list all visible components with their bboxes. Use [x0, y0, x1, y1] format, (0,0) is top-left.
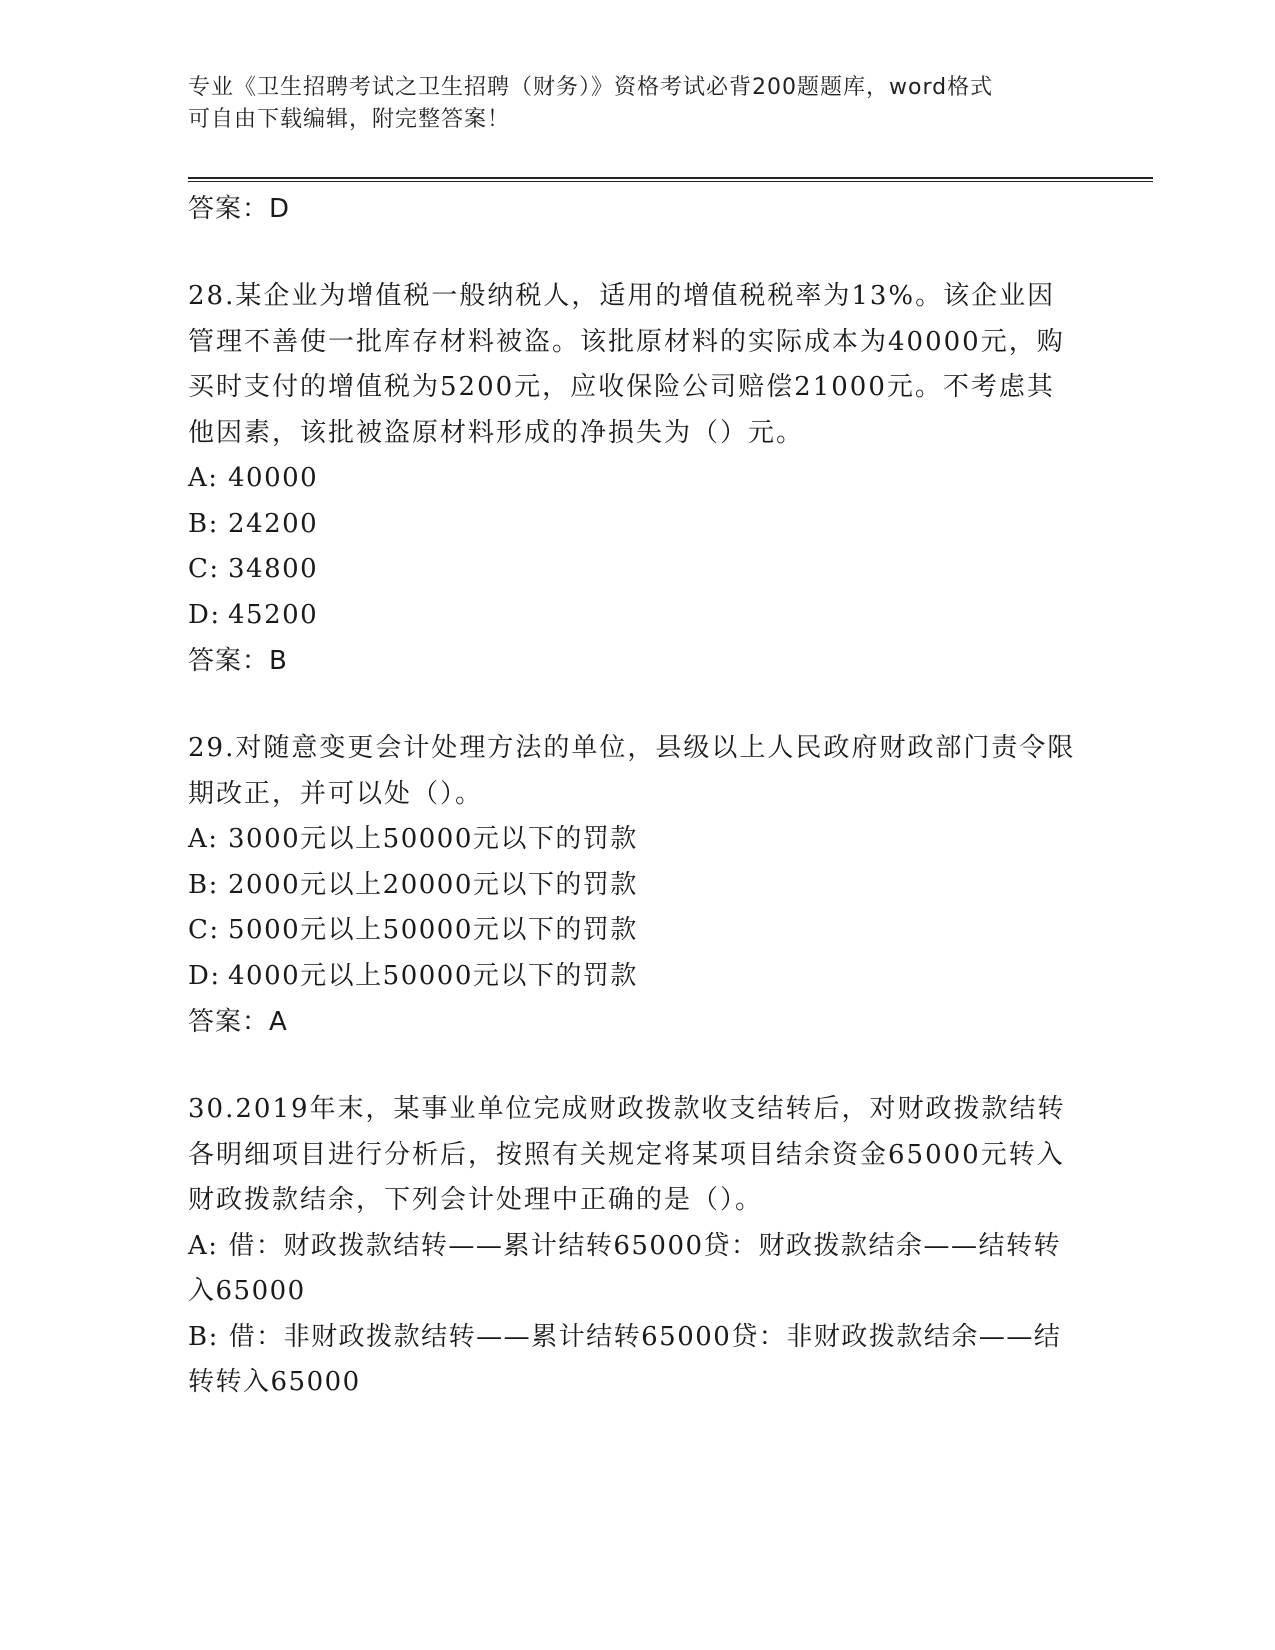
option-a — [188, 817, 1078, 863]
option-c — [188, 547, 1078, 593]
option-text: 3000元以上50000元以下的罚款 — [228, 824, 638, 854]
option-b — [188, 1315, 1078, 1406]
option-letter: B: — [188, 1321, 219, 1352]
option-text: 借：财政拨款结转——累计结转65000贷：财政拨款结余——结转转入65000 — [188, 1230, 1062, 1306]
option-letter: C: — [188, 915, 220, 945]
option-text: 借：非财政拨款结转——累计结转65000贷：非财政拨款结余——结转转入65000 — [188, 1321, 1062, 1397]
option-letter: A: — [188, 824, 219, 854]
header-line-1: 专业《卫生招聘考试之卫生招聘（财务）》资格考试必背200题题库，word格式 — [188, 75, 994, 100]
option-d — [188, 593, 1078, 639]
option-text: 5000元以上50000元以下的罚款 — [228, 915, 638, 945]
question-29 — [188, 726, 1078, 1045]
option-letter: B: — [188, 869, 219, 900]
page-header — [188, 72, 1068, 136]
question-stem: 30.2019年末，某事业单位完成财政拨款收支结转后，对财政拨款结转各明细项目进行分析后，按照有关规定将某项目结余资金65000元转入财政拨款结余，下列会计处理中正确的是（）。 — [188, 1094, 1066, 1215]
option-a — [188, 456, 1078, 502]
header-divider — [188, 177, 1153, 182]
option-letter: A: — [188, 463, 219, 493]
option-b — [188, 863, 1078, 909]
question-30 — [188, 1087, 1078, 1406]
option-text: 4000元以上50000元以下的罚款 — [228, 960, 638, 991]
answer-29: 答案：A — [188, 1007, 288, 1037]
option-letter: D: — [188, 599, 221, 630]
question-stem: 28.某企业为增值税一般纳税人，适用的增值税税率为13%。该企业因管理不善使一批库存材料被盗。该批原材料的实际成本为40000元，购买时支付的增值税为5200元，应收保险公司赔偿21000元。不考虑其他因素，该批被盗原材料形成的净损失为（）元。 — [188, 281, 1065, 448]
option-text: 45200 — [228, 599, 319, 630]
option-text: 24200 — [228, 508, 319, 539]
question-28 — [188, 274, 1078, 684]
document-body — [188, 186, 1078, 1406]
option-a — [188, 1224, 1078, 1315]
option-letter: D: — [188, 960, 221, 991]
option-c — [188, 908, 1078, 954]
option-letter: C: — [188, 554, 220, 584]
option-b — [188, 502, 1078, 548]
option-text: 2000元以上20000元以下的罚款 — [228, 869, 638, 900]
option-letter: B: — [188, 508, 219, 539]
question-stem: 29.对随意变更会计处理方法的单位，县级以上人民政府财政部门责令限期改正，并可以处（）。 — [188, 733, 1076, 809]
option-d — [188, 954, 1078, 1000]
option-text: 40000 — [228, 463, 319, 493]
option-text: 34800 — [228, 554, 319, 584]
option-letter: A: — [188, 1230, 219, 1261]
answer-27: 答案：D — [188, 194, 291, 224]
answer-28: 答案：B — [188, 646, 288, 676]
header-line-2: 可自由下载编辑，附完整答案！ — [188, 107, 511, 132]
